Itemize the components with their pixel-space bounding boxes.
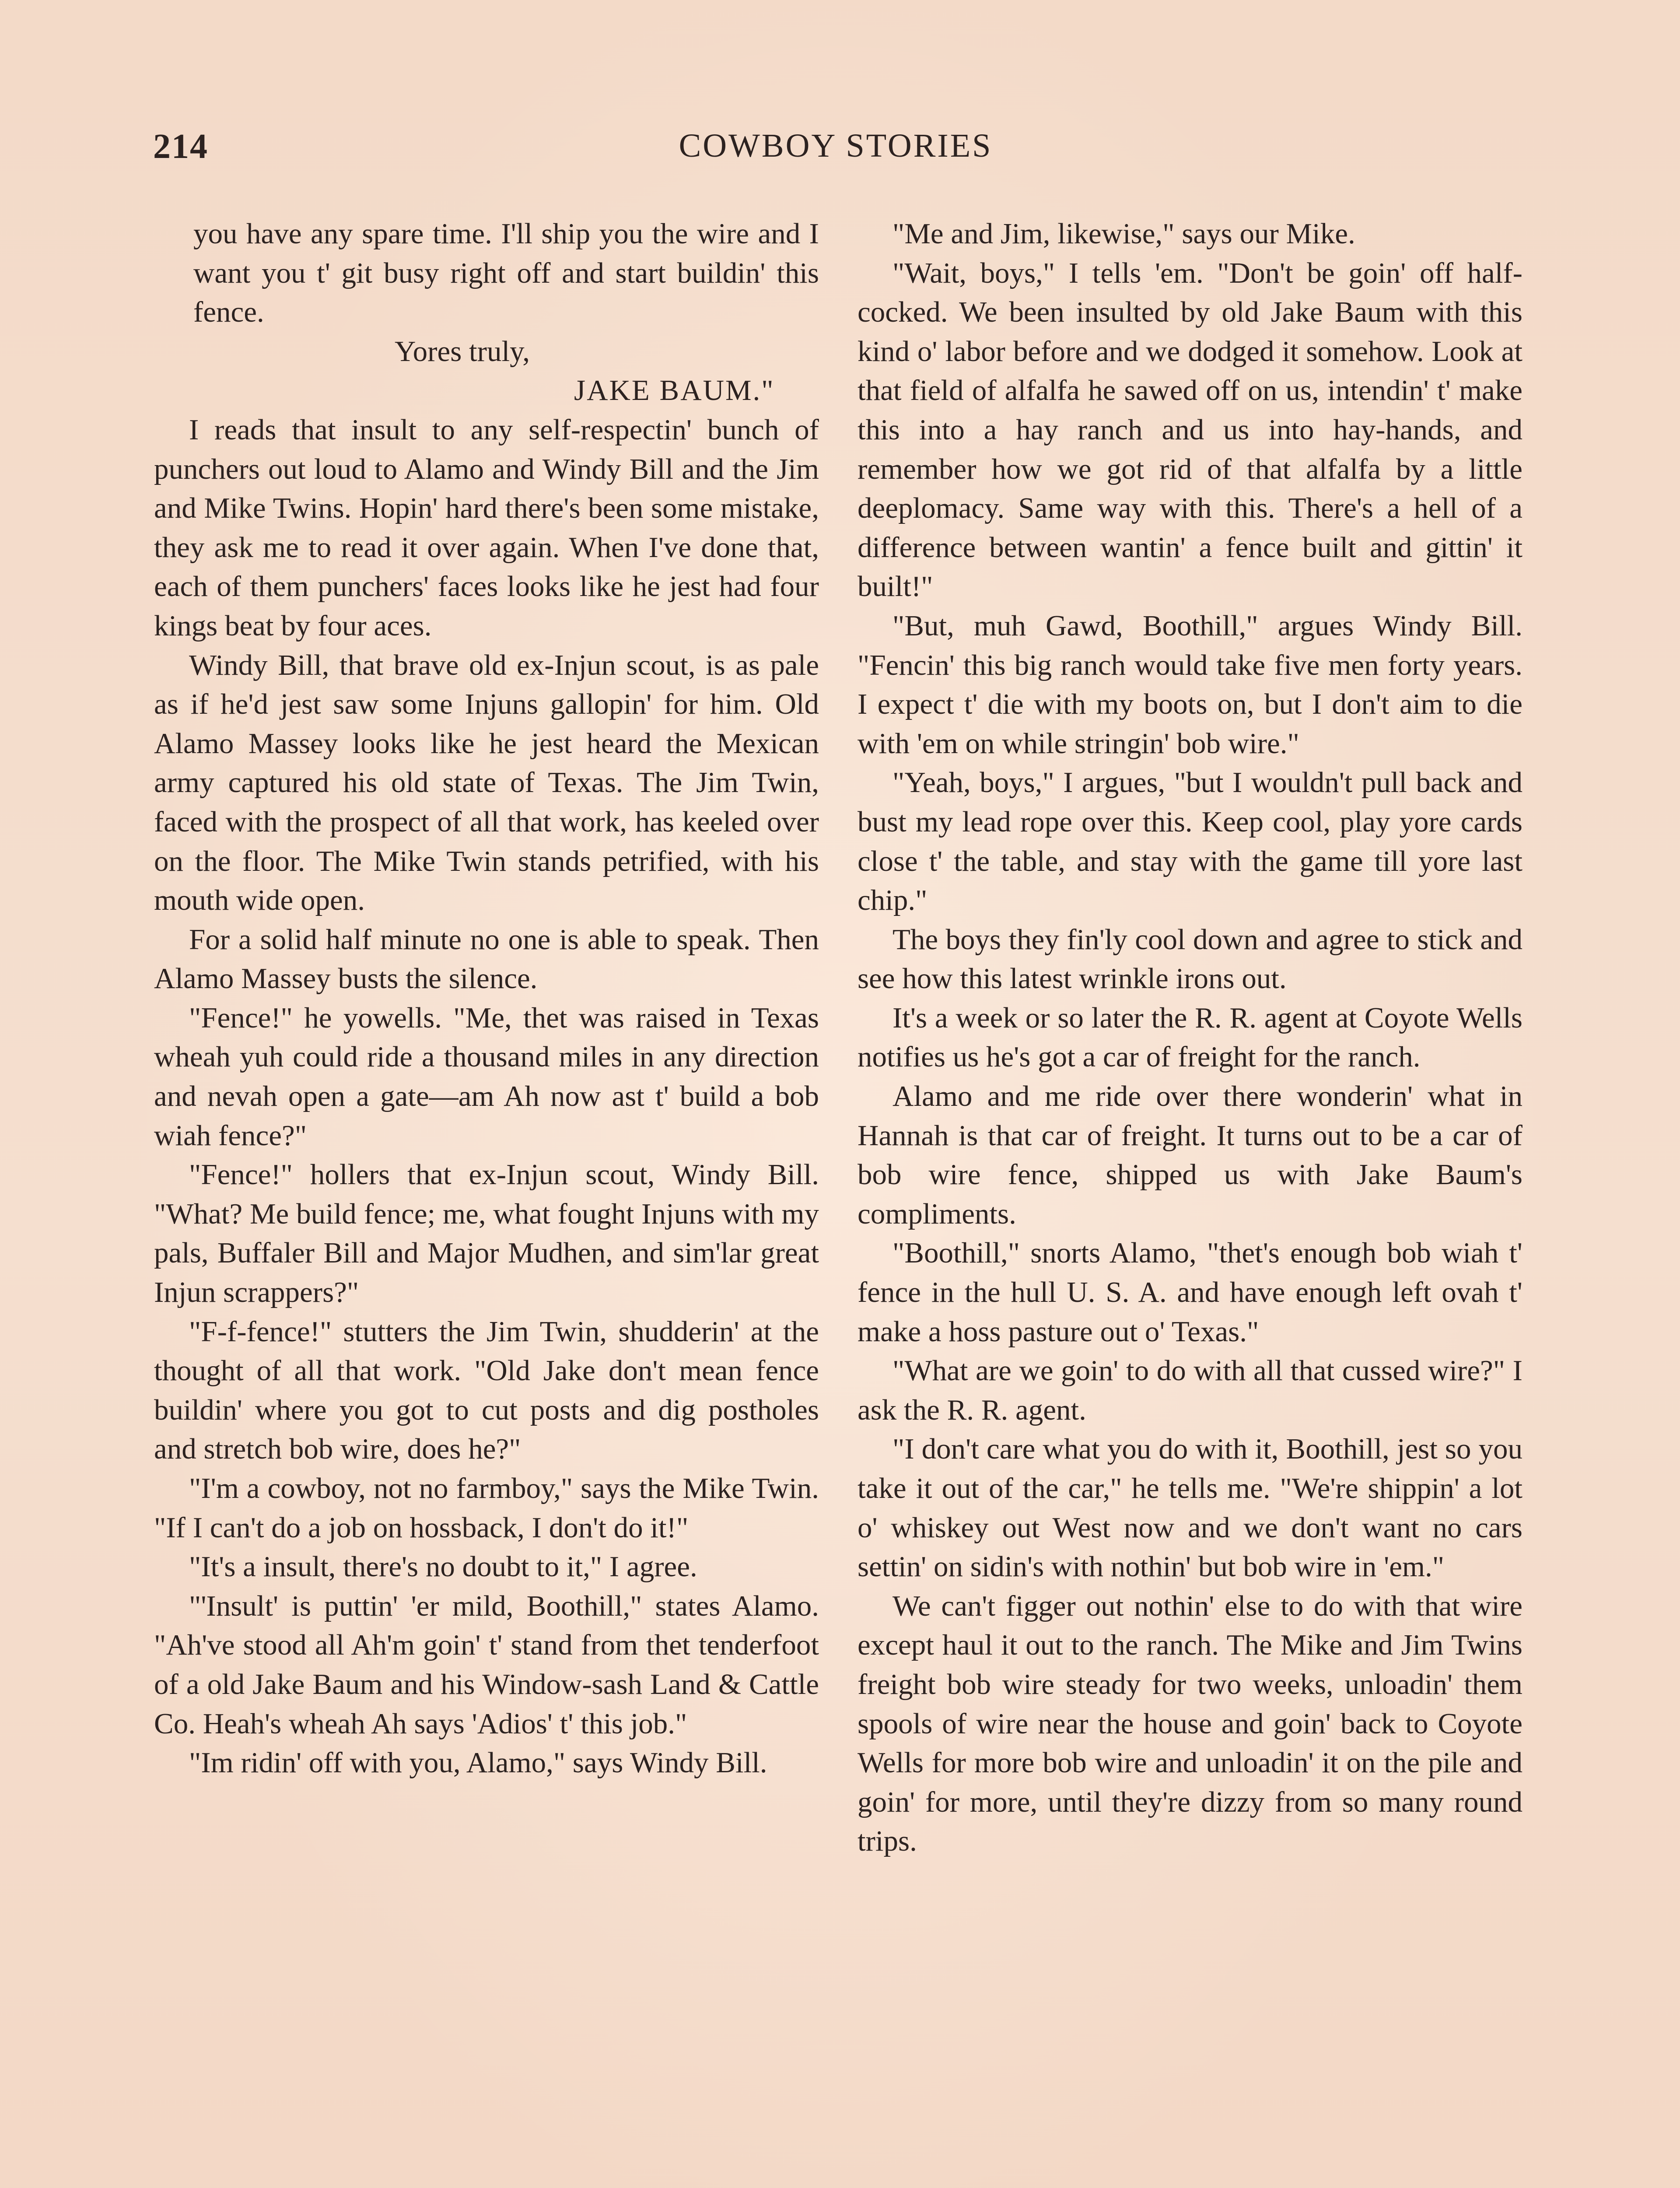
paragraph: "It's a insult, there's no doubt to it," I agree. [189, 1550, 697, 1583]
paragraph: "'Insult' is puttin' 'er mild, Boothill," states Alamo. "Ah've stood all Ah'm goin' t' stand from thet tenderfoot of a old Jake Baum and his Window-sash Land & Cattle Co. Heah's wheah Ah says 'Adios' t' this job." [154, 1589, 819, 1740]
paragraph: "Wait, boys," I tells 'em. "Don't be goin' off half-cocked. We been insulted by old Jake Baum with this kind o' labor before and we dodged it somehow. Look at that field of alfalfa he sawed off on us, intendin' t' make this into a hay ranch and us into hay-hands, and remember how we got rid of that alfalfa by a little deeplomacy. Same way with this. There's a hell of a difference between wantin' a fence built and gittin' it built!" [858, 256, 1522, 603]
paragraph: I reads that insult to any self-respectin' bunch of punchers out loud to Alamo and Windy Bill and the Jim and Mike Twins. Hopin' hard there's been some mistake, they ask me to read it over again. When I've done that, each of them punchers' faces looks like he jest had four kings beat by four aces. [154, 413, 819, 642]
paragraph: We can't figger out nothin' else to do with that wire except haul it out to the ranch. The Mike and Jim Twins freight bob wire steady for two weeks, unloadin' them spools of wire near the house and goin' back to Coyote Wells for more bob wire and unloadin' it on the pile and goin' for more, until they're dizzy from so many round trips. [858, 1589, 1522, 1858]
paragraph: "Im ridin' off with you, Alamo," says Windy Bill. [189, 1746, 767, 1779]
paragraph: The boys they fin'ly cool down and agree to stick and see how this latest wrinkle irons out. [858, 923, 1522, 995]
page-number: 214 [153, 127, 208, 166]
page-header [153, 127, 1518, 175]
paragraph: Alamo and me ride over there wonderin' what in Hannah is that car of freight. It turns out to be a car of bob wire fence, shipped us with Jake Baum's compliments. [858, 1080, 1522, 1230]
running-title: COWBOY STORIES [679, 127, 993, 164]
paragraph: "Yeah, boys," I argues, "but I wouldn't pull back and bust my lead rope over this. Keep cool, play yore cards close t' the table, and stay with the game till yore last chip." [858, 766, 1522, 917]
letter-closing: Yores truly, [395, 335, 530, 368]
right-column [858, 214, 1522, 1861]
paragraph: "I'm a cowboy, not no farmboy," says the Mike Twin. "If I can't do a job on hossback, I don't do it!" [154, 1472, 819, 1544]
paragraph: "I don't care what you do with it, Boothill, jest so you take it out of the car," he tells me. "We're shippin' a lot o' whiskey out West now and we don't want no cars settin' on sidin's with nothin' but bob wire in 'em." [858, 1433, 1522, 1583]
paragraph: For a solid half minute no one is able to speak. Then Alamo Massey busts the silence. [154, 923, 819, 995]
left-column [154, 214, 819, 1783]
paragraph: "What are we goin' to do with all that cussed wire?" I ask the R. R. agent. [858, 1354, 1522, 1426]
paragraph: "Fence!" he yowells. "Me, thet was raised in Texas wheah yuh could ride a thousand miles in any direction and nevah open a gate—am Ah now ast t' build a bob wiah fence?" [154, 1001, 819, 1152]
paragraph: It's a week or so later the R. R. agent at Coyote Wells notifies us he's got a car of freight for the ranch. [858, 1001, 1522, 1073]
letter-opening: you have any spare time. I'll ship you the wire and I want you t' git busy right off and start buildin' this fence. [193, 217, 819, 329]
paragraph: "Boothill," snorts Alamo, "thet's enough bob wiah t' fence in the hull U. S. A. and have enough left ovah t' make a hoss pasture out o' Texas." [858, 1237, 1522, 1348]
letter-signature: JAKE BAUM." [574, 374, 775, 407]
paragraph: "But, muh Gawd, Boothill," argues Windy Bill. "Fencin' this big ranch would take five men forty years. I expect t' die with my boots on, but I don't aim to die with 'em on while stringin' bob wire." [858, 609, 1522, 760]
paragraph: "Me and Jim, likewise," says our Mike. [892, 217, 1355, 250]
paragraph: "Fence!" hollers that ex-Injun scout, Windy Bill. "What? Me build fence; me, what fought Injuns with my pals, Buffaler Bill and Major Mudhen, and sim'lar great Injun scrappers?" [154, 1158, 819, 1309]
paragraph: Windy Bill, that brave old ex-Injun scout, is as pale as if he'd jest saw some Injuns gallopin' for him. Old Alamo Massey looks like he jest heard the Mexican army captured his old state of Texas. The Jim Twin, faced with the prospect of all that work, has keeled over on the floor. The Mike Twin stands petrified, with his mouth wide open. [154, 649, 819, 917]
paragraph: "F-f-fence!" stutters the Jim Twin, shudderin' at the thought of all that work. "Old Jake don't mean fence buildin' where you got to cut posts and dig postholes and stretch bob wire, does he?" [154, 1315, 819, 1466]
